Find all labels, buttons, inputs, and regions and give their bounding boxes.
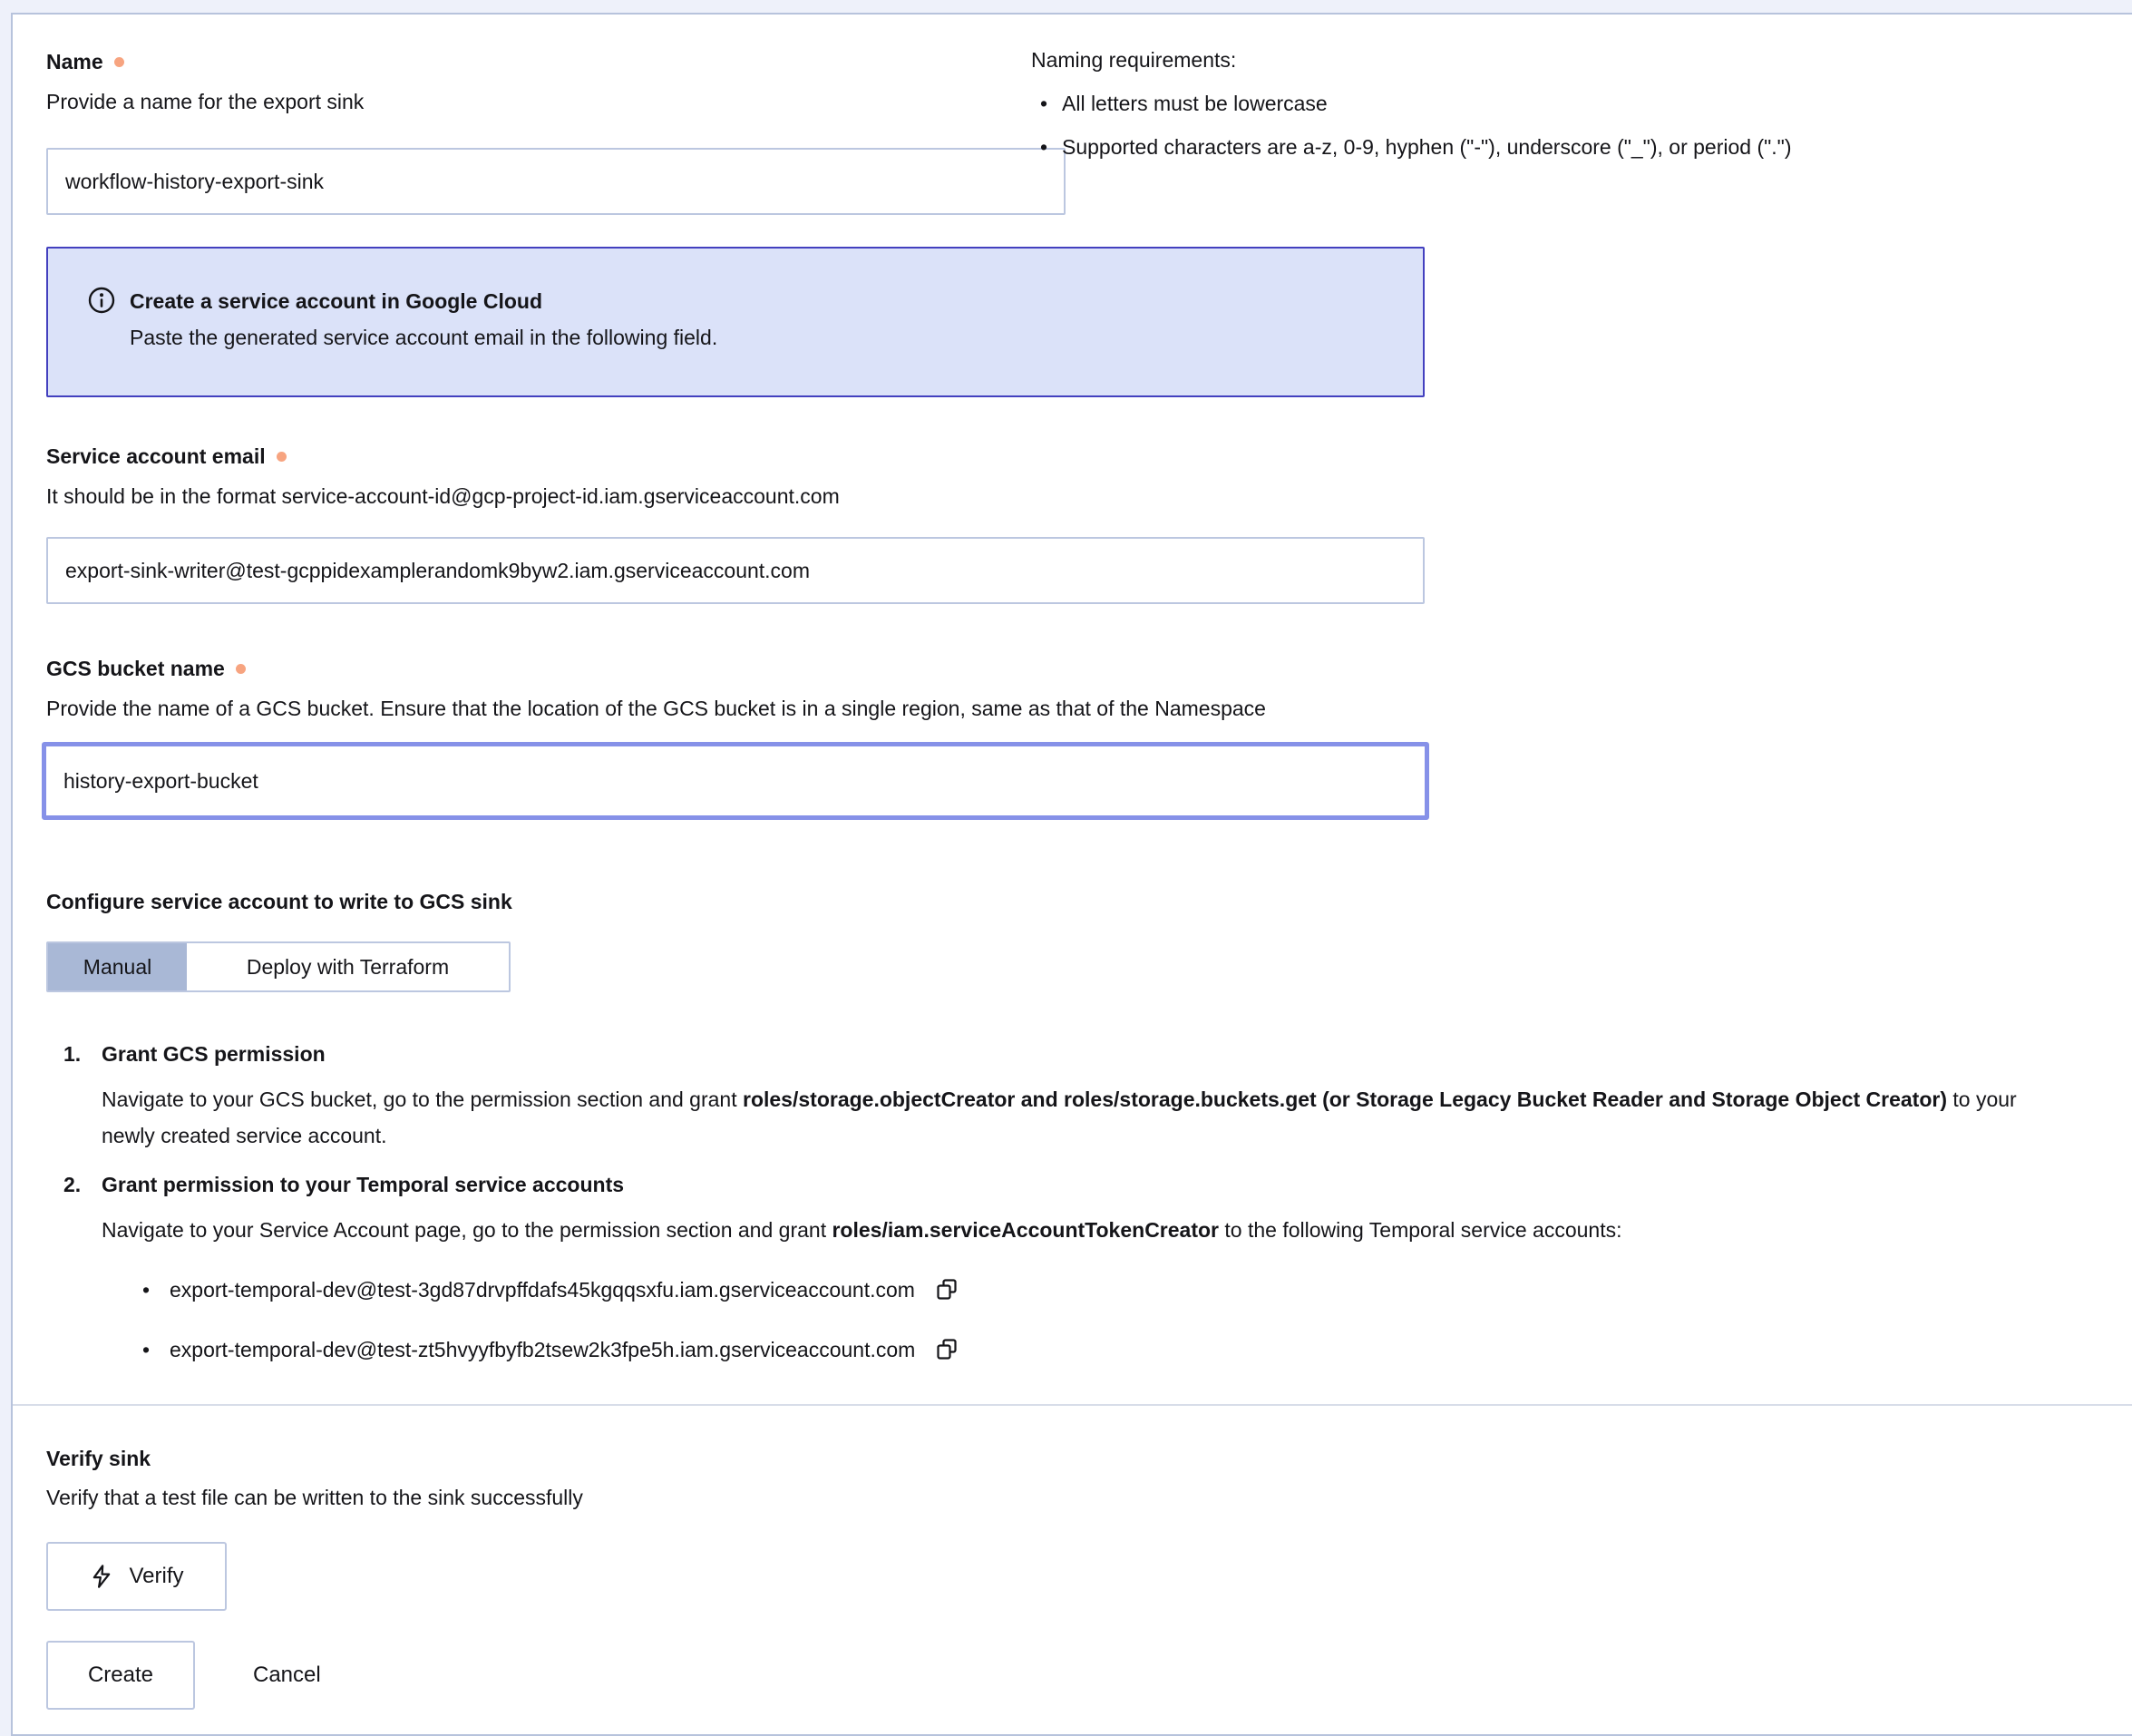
info-banner-description: Paste the generated service account email in the following field. [130, 326, 718, 349]
step-title: Grant permission to your Temporal service accounts [102, 1173, 625, 1196]
service-account-email-input[interactable] [46, 537, 1425, 604]
list-item [46, 1272, 2132, 1308]
step-grant-temporal-permission [46, 1170, 2132, 1248]
naming-requirements-title: Naming requirements: [1031, 48, 1237, 72]
step-instructions: Navigate to your GCS bucket, go to the permission section and grant roles/storage.objectCreator and roles/storage.buckets.get (or Storage Legacy Bucket Reader and Storage Object Creator) to your newly created service account. [102, 1087, 2017, 1147]
form-actions [46, 1641, 2132, 1710]
step-number: 1. [63, 1042, 82, 1066]
tab-manual[interactable]: Manual [48, 943, 187, 990]
verify-section-description: Verify that a test file can be written to the sink successfully [46, 1486, 583, 1509]
temporal-service-account-list [46, 1272, 2132, 1368]
required-dot [277, 452, 287, 462]
step-title: Grant GCS permission [102, 1042, 326, 1066]
create-button[interactable]: Create [46, 1641, 195, 1710]
copy-button[interactable] [935, 1278, 959, 1302]
name-description: Provide a name for the export sink [46, 90, 365, 113]
name-label: Name [46, 50, 103, 73]
export-sink-form [11, 13, 2132, 1736]
verify-button[interactable] [46, 1542, 227, 1611]
bucket-label: GCS bucket name [46, 657, 225, 680]
verify-section [46, 1444, 2132, 1611]
naming-requirement-text: Supported characters are a-z, 0-9, hyphen ("-"), underscore ("_"), or period (".") [1062, 135, 1792, 159]
required-dot [236, 664, 246, 674]
service-account-label: Service account email [46, 444, 266, 468]
copy-icon [935, 1278, 959, 1302]
naming-requirement-item [1031, 133, 2119, 161]
bullet-icon: • [1040, 92, 1048, 115]
section-divider [13, 1404, 2132, 1406]
configure-section-title: Configure service account to write to GCS sink [46, 890, 512, 913]
cancel-button[interactable]: Cancel [253, 1663, 321, 1687]
verify-section-title: Verify sink [46, 1447, 151, 1470]
service-account-description: It should be in the format service-account-id@gcp-project-id.iam.gserviceaccount.com [46, 484, 840, 508]
list-item [46, 1331, 2132, 1368]
temporal-service-account-email: export-temporal-dev@test-3gd87drvpffdafs45kgqqsxfu.iam.gserviceaccount.com [170, 1278, 915, 1302]
step-number: 2. [63, 1173, 82, 1196]
configure-tabs [46, 941, 511, 992]
info-icon [88, 283, 130, 314]
info-banner [46, 247, 1425, 397]
naming-requirement-item [1031, 90, 2119, 117]
bullet-icon: • [142, 1278, 151, 1302]
temporal-service-account-email: export-temporal-dev@test-zt5hvyyfbyfb2tsew2k3fpe5h.iam.gserviceaccount.com [170, 1338, 916, 1361]
manual-steps [46, 1039, 2132, 1368]
bucket-name-input[interactable] [42, 742, 1429, 820]
naming-requirements [1031, 46, 2119, 161]
name-input[interactable] [46, 148, 1066, 215]
copy-button[interactable] [935, 1338, 959, 1362]
naming-requirement-text: All letters must be lowercase [1062, 92, 1328, 115]
service-account-field-group [46, 443, 2132, 604]
info-banner-title: Create a service account in Google Cloud [130, 289, 543, 313]
lightning-icon [89, 1564, 114, 1589]
tab-deploy-with-terraform[interactable]: Deploy with Terraform [187, 943, 509, 990]
required-dot [114, 57, 124, 67]
verify-button-label: Verify [129, 1564, 184, 1588]
copy-icon [935, 1338, 959, 1362]
bullet-icon: • [1040, 135, 1048, 159]
bucket-field-group [46, 655, 2132, 820]
bucket-description: Provide the name of a GCS bucket. Ensure that the location of the GCS bucket is in a single region, same as that of the Namespace [46, 697, 1266, 720]
step-grant-gcs-permission [46, 1039, 2132, 1154]
step-instructions: Navigate to your Service Account page, go to the permission section and grant roles/iam.serviceAccountTokenCreator to the following Temporal service accounts: [102, 1218, 1622, 1242]
bullet-icon: • [142, 1338, 151, 1361]
